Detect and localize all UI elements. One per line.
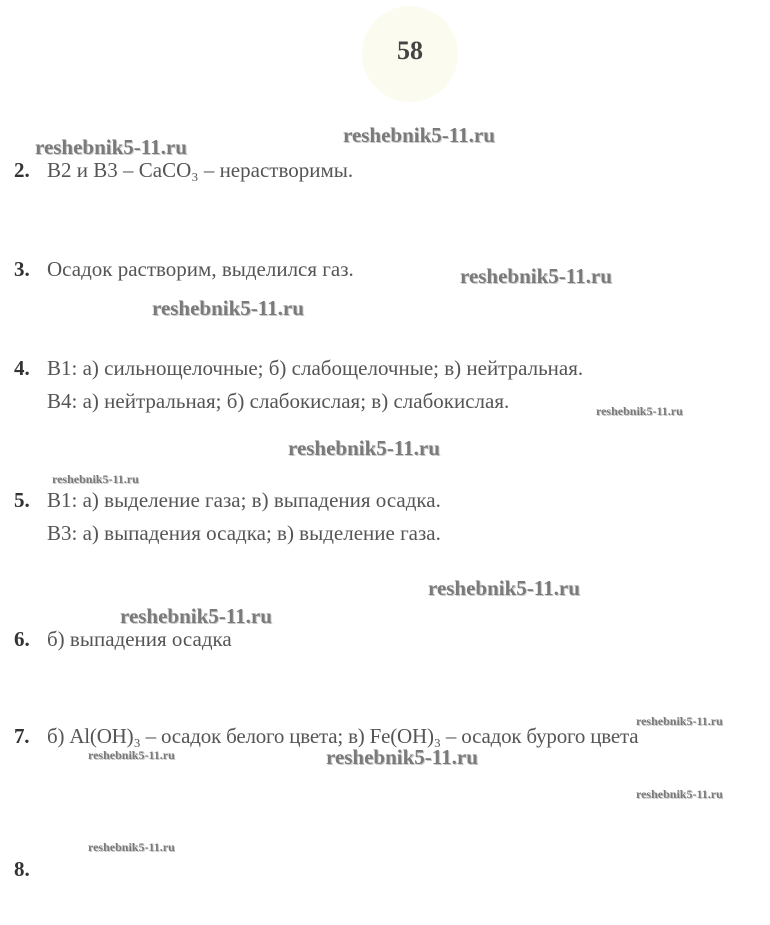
exercise-number: 5. (14, 488, 30, 512)
watermark: reshebnik5-11.ru (35, 135, 187, 159)
exercise-8 (14, 856, 47, 882)
exercise-5-line-2: В3: а) выпадения осадка; в) выделение газа. (47, 521, 441, 545)
watermark: reshebnik5-11.ru (460, 264, 612, 288)
exercise-4-line-2: В4: а) нейтральная; б) слабокислая; в) слабокислая. (47, 389, 510, 413)
exercise-text: Осадок растворим, выделился газ. (47, 257, 354, 281)
exercise-text: В1: а) сильнощелочные; б) слабощелочные; в) нейтральная. (47, 356, 584, 380)
exercise-5 (14, 487, 441, 513)
watermark: reshebnik5-11.ru (428, 576, 580, 600)
watermark: reshebnik5-11.ru (120, 604, 272, 628)
watermark: reshebnik5-11.ru (88, 840, 175, 854)
exercise-3 (14, 256, 354, 282)
watermark: reshebnik5-11.ru (343, 123, 495, 147)
exercise-text: б) Al(OH)₃ – осадок белого цвета; в) Fe(OH)₃ – осадок бурого цвета (47, 724, 639, 748)
watermark: reshebnik5-11.ru (288, 436, 440, 460)
exercise-6 (14, 626, 232, 652)
watermark: reshebnik5-11.ru (52, 472, 139, 486)
watermark: reshebnik5-11.ru (326, 745, 478, 769)
exercise-text: В1: а) выделение газа; в) выпадения осадка. (47, 488, 441, 512)
exercise-number: 3. (14, 257, 30, 281)
watermark: reshebnik5-11.ru (596, 404, 683, 418)
exercise-number: 7. (14, 724, 30, 748)
watermark: reshebnik5-11.ru (636, 714, 723, 728)
watermark: reshebnik5-11.ru (152, 296, 304, 320)
exercise-number: 4. (14, 356, 30, 380)
exercise-number: 6. (14, 627, 30, 651)
watermark: reshebnik5-11.ru (88, 748, 175, 762)
exercise-number: 8. (14, 857, 30, 881)
exercise-number: 2. (14, 158, 30, 182)
exercise-text: В2 и В3 – CaCO₃ – нерастворимы. (47, 158, 354, 182)
page-number: 58 (397, 36, 423, 65)
exercise-4 (14, 355, 583, 381)
exercise-2 (14, 157, 353, 183)
exercise-text: б) выпадения осадка (47, 627, 232, 651)
watermark: reshebnik5-11.ru (636, 787, 723, 801)
